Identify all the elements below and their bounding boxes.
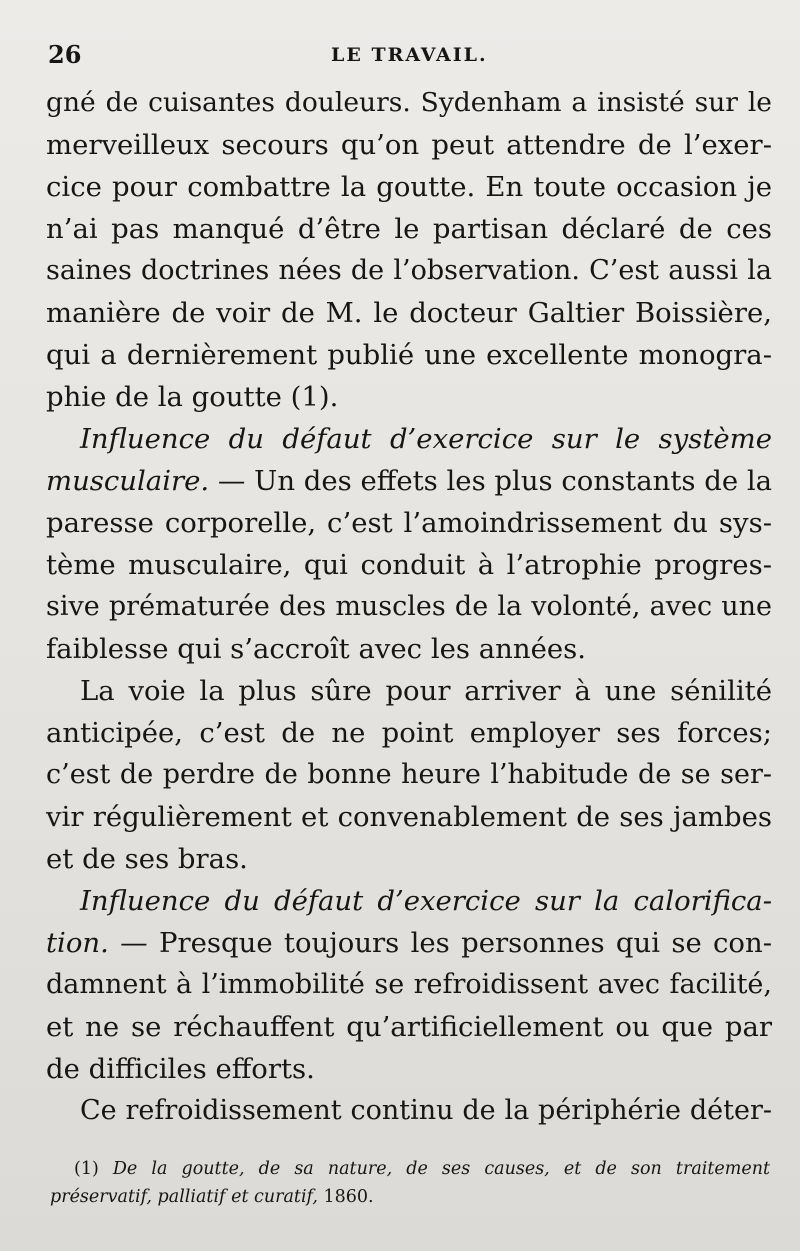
text-line: c’est de perdre de bonne heure l’habitude de se ser- — [46, 759, 772, 790]
body-text — [46, 82, 772, 1132]
text-line: sive prématurée des muscles de la volonté, avec une — [46, 591, 772, 622]
text-line — [46, 460, 772, 502]
text-line: tème musculaire, qui conduit à l’atrophie progres- — [46, 549, 772, 581]
section-heading-calorification: Influence du défaut d’exercice sur la calorifica- — [80, 885, 772, 917]
text-line: cice pour combattre la goutte. En toute occasion je — [46, 171, 772, 203]
text-line: de difficiles efforts. — [46, 1053, 315, 1085]
footnote-marker: (1) — [74, 1159, 113, 1179]
footnote — [50, 1155, 770, 1211]
footnote-year: 1860. — [317, 1187, 374, 1207]
text-line — [46, 922, 772, 964]
text-line: et de ses bras. — [46, 843, 248, 875]
text-line: damnent à l’immobilité se refroidissent avec facilité, — [46, 969, 772, 1000]
page-header — [48, 40, 760, 80]
footnote-line — [50, 1183, 770, 1211]
text-line: saines doctrines nées de l’observation. C’est aussi la — [46, 255, 772, 286]
text-span: — Presque toujours les personnes qui se con- — [108, 927, 772, 959]
text-line: et ne se réchauffent qu’artificiellement ou que par — [46, 1011, 772, 1043]
text-line: paresse corporelle, c’est l’amoindrissement du sys- — [46, 507, 772, 539]
text-line: manière de voir de M. le docteur Galtier Boissière, — [46, 297, 772, 329]
text-line: gné de cuisantes douleurs. Sydenham a insisté sur le — [46, 87, 772, 118]
text-line: La voie la plus sûre pour arriver à une sénilité — [80, 675, 772, 707]
text-line: phie de la goutte (1). — [46, 381, 339, 413]
footnote-text: préservatif, palliatif et curatif, — [50, 1187, 318, 1207]
text-line: Ce refroidissement continu de la périphérie déter- — [80, 1095, 772, 1126]
section-heading-calorification-cont: tion. — [46, 927, 109, 959]
text-line: n’ai pas manqué d’être le partisan déclaré de ces — [46, 213, 772, 245]
running-head: LE TRAVAIL. — [331, 44, 488, 66]
page-number: 26 — [48, 40, 82, 69]
text-line: merveilleux secours qu’on peut attendre de l’exer- — [46, 129, 772, 161]
text-line: faiblesse qui s’accroît avec les années. — [46, 633, 586, 665]
footnote-text: De la goutte, de sa nature, de ses causes, et de son traitement — [112, 1159, 770, 1179]
text-line: qui a dernièrement publié une excellente monogra- — [46, 339, 772, 371]
text-line: anticipée, c’est de ne point employer ses forces; — [46, 717, 772, 749]
section-heading-muscular-cont: musculaire. — [46, 465, 210, 497]
section-heading-muscular: Influence du défaut d’exercice sur le système — [80, 423, 772, 455]
footnote-line — [50, 1155, 770, 1183]
text-span: — Un des effets les plus constants de la — [209, 465, 773, 497]
text-line: vir régulièrement et convenablement de ses jambes — [46, 801, 772, 833]
